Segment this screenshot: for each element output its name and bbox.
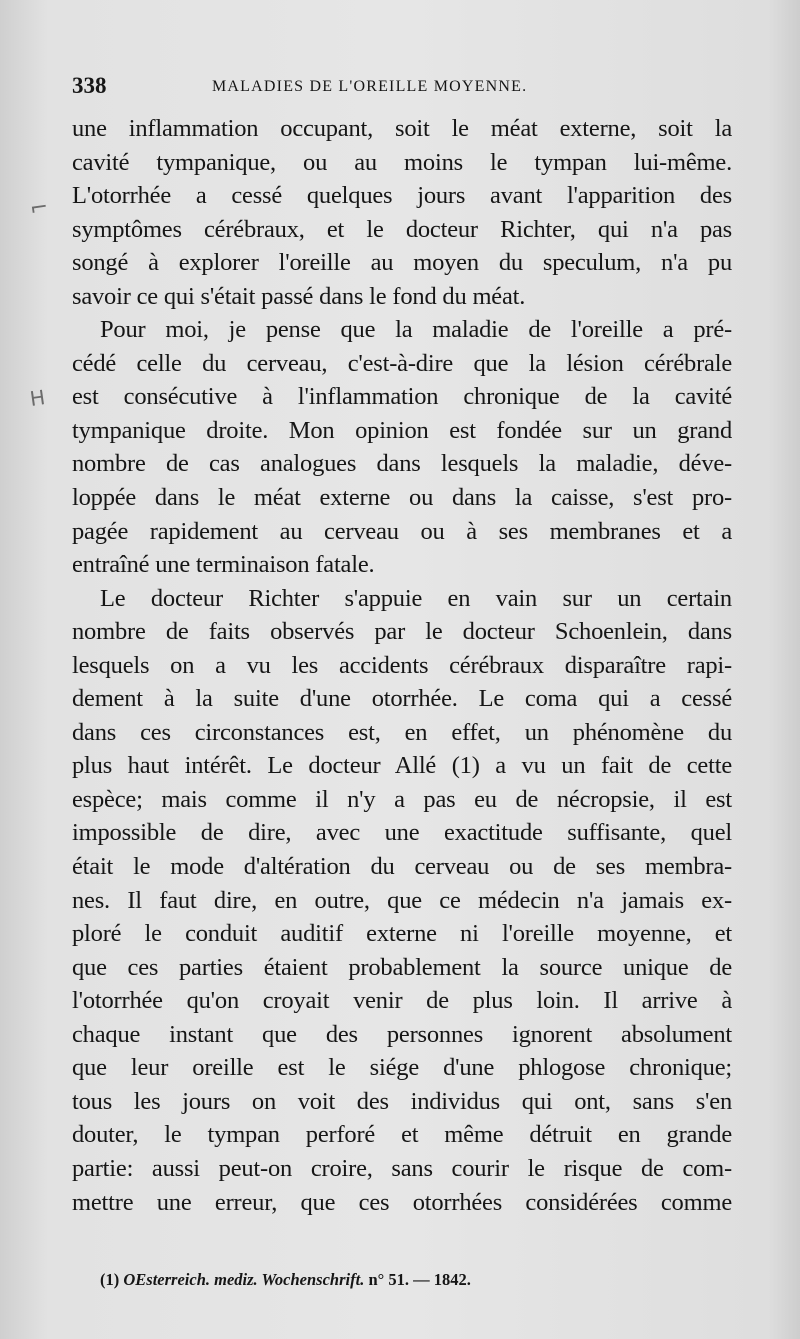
text-line: nes. Il faut dire, en outre, que ce médecin n'a jamais ex- [72, 886, 732, 914]
text-line: L'otorrhée a cessé quelques jours avant l'apparition des [72, 182, 732, 210]
footnote-source: OEsterreich. mediz. Wochenschrift. [123, 1270, 365, 1289]
text-line: nombre de faits observés par le docteur Schoenlein, dans [72, 618, 732, 646]
text-line: impossible de dire, avec une exactitude suffisante, quel [72, 819, 732, 847]
text-line: pagée rapidement au cerveau ou à ses membranes et a [72, 517, 732, 545]
text-line: cédé celle du cerveau, c'est-à-dire que la lésion cérébrale [72, 349, 732, 377]
text-line: l'otorrhée qu'on croyait venir de plus loin. Il arrive à [72, 987, 732, 1015]
text-line: douter, le tympan perforé et même détruit en grande [72, 1121, 732, 1149]
text-line: était le mode d'altération du cerveau ou de ses membra- [72, 853, 732, 881]
text-line: espèce; mais comme il n'y a pas eu de nécropsie, il est [72, 785, 732, 813]
text-line: Le docteur Richter s'appuie en vain sur un certain [100, 584, 732, 612]
margin-mark-pencil-icon: ⌐ [28, 194, 51, 223]
footnote-reference: n° 51. — 1842. [368, 1270, 471, 1289]
text-line: plus haut intérêt. Le docteur Allé (1) a vu un fait de cette [72, 752, 732, 780]
text-line: tympanique droite. Mon opinion est fondée sur un grand [72, 416, 732, 444]
text-line: que leur oreille est le siége d'une phlogose chronique; [72, 1054, 732, 1082]
footnote [100, 1267, 720, 1293]
text-line: une inflammation occupant, soit le méat externe, soit la [72, 115, 732, 142]
text-line: entraîné une terminaison fatale. [72, 551, 375, 579]
text-line: cavité tympanique, ou au moins le tympan lui-même. [72, 148, 732, 176]
text-line: Pour moi, je pense que la maladie de l'oreille a pré- [100, 316, 732, 344]
text-line: dans ces circonstances est, en effet, un phénomène du [72, 718, 732, 746]
page-header [72, 70, 732, 104]
page-number: 338 [72, 73, 107, 98]
text-line: ploré le conduit auditif externe ni l'oreille moyenne, et [72, 920, 732, 948]
paragraph-2 [72, 313, 732, 581]
margin-mark-pencil-icon: H [28, 385, 47, 411]
text-line: symptômes cérébraux, et le docteur Richter, qui n'a pas [72, 215, 732, 243]
footnote-number: (1) [100, 1270, 120, 1289]
paragraph-3 [72, 582, 732, 1219]
text-line: dement à la suite d'une otorrhée. Le coma qui a cessé [72, 685, 732, 713]
text-line: est consécutive à l'inflammation chronique de la cavité [72, 383, 732, 411]
text-line: mettre une erreur, que ces otorrhées considérées comme [72, 1188, 732, 1216]
text-line: partie: aussi peut-on croire, sans courir le risque de com- [72, 1154, 732, 1182]
text-line: loppée dans le méat externe ou dans la caisse, s'est pro- [72, 484, 732, 512]
text-line: nombre de cas analogues dans lesquels la maladie, déve- [72, 450, 732, 478]
text-line: tous les jours on voit des individus qui ont, sans s'en [72, 1087, 732, 1115]
text-line: lesquels on a vu les accidents cérébraux disparaître rapi- [72, 651, 732, 679]
paragraph-1 [72, 112, 732, 313]
text-line: savoir ce qui s'était passé dans le fond du méat. [72, 282, 526, 310]
text-line: chaque instant que des personnes ignorent absolument [72, 1020, 732, 1048]
text-line: songé à explorer l'oreille au moyen du speculum, n'a pu [72, 249, 732, 277]
running-head: MALADIES DE L'OREILLE MOYENNE. [212, 78, 528, 95]
body-text [72, 112, 732, 1219]
text-line: que ces parties étaient probablement la source unique de [72, 953, 732, 981]
